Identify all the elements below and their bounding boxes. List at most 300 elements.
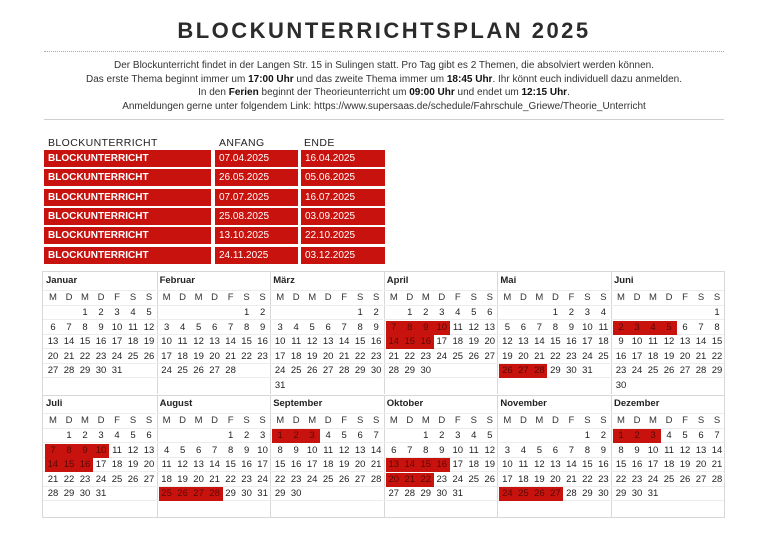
day-cell: 25 bbox=[468, 473, 480, 485]
weekday-header: F bbox=[682, 415, 688, 426]
day-cell: 17 bbox=[95, 459, 107, 470]
day-cell-highlighted: 28 bbox=[531, 364, 547, 378]
weekday-header: S bbox=[373, 415, 380, 426]
day-cell: 29 bbox=[420, 488, 432, 499]
day-cell: 29 bbox=[63, 488, 75, 499]
day-cell: 17 bbox=[502, 473, 513, 485]
weekday-header: D bbox=[438, 292, 446, 303]
day-cell: 29 bbox=[404, 365, 416, 376]
day-cell-highlighted: 28 bbox=[207, 487, 223, 501]
day-cell: 23 bbox=[257, 350, 268, 362]
day-cell: 6 bbox=[195, 444, 202, 456]
day-cell: 17 bbox=[111, 336, 123, 347]
day-cell: 18 bbox=[647, 350, 659, 362]
block-name-cell: BLOCKUNTERRICHT bbox=[44, 189, 211, 206]
day-cell: 2 bbox=[439, 430, 445, 441]
weekday-header: M bbox=[503, 415, 512, 426]
month-august bbox=[157, 395, 270, 517]
month-name: Juni bbox=[614, 275, 634, 286]
day-cell-highlighted: 10 bbox=[93, 444, 109, 458]
weekday-header: M bbox=[389, 292, 398, 303]
weekday-header: M bbox=[194, 415, 203, 426]
day-cell: 24 bbox=[452, 473, 464, 485]
day-cell: 24 bbox=[631, 365, 643, 376]
day-cell: 4 bbox=[163, 444, 170, 456]
block-table-header-name: BLOCKUNTERRICHT bbox=[48, 137, 158, 149]
day-cell: 12 bbox=[679, 444, 691, 456]
day-cell: 25 bbox=[322, 473, 334, 485]
day-cell: 6 bbox=[487, 307, 493, 318]
day-cell: 30 bbox=[598, 488, 609, 499]
day-cell: 25 bbox=[290, 365, 302, 376]
day-cell: 12 bbox=[468, 321, 480, 333]
weekday-header: S bbox=[697, 292, 705, 303]
day-cell: 31 bbox=[257, 488, 268, 499]
weekday-header: S bbox=[713, 415, 721, 426]
day-cell: 14 bbox=[338, 336, 350, 347]
day-cell: 15 bbox=[241, 336, 252, 347]
day-cell: 12 bbox=[338, 444, 350, 456]
day-cell: 21 bbox=[534, 350, 545, 362]
weekday-header: M bbox=[276, 415, 285, 426]
block-name-cell: BLOCKUNTERRICHT bbox=[44, 150, 211, 167]
block-end-cell: 03.09.2025 bbox=[301, 208, 385, 225]
day-cell: 14 bbox=[63, 336, 75, 347]
day-cell-highlighted: 8 bbox=[61, 444, 77, 458]
day-cell: 19 bbox=[127, 459, 139, 470]
day-cell: 27 bbox=[695, 473, 707, 485]
day-cell: 11 bbox=[664, 444, 674, 456]
weekday-header: S bbox=[470, 292, 477, 303]
day-cell: 19 bbox=[679, 459, 691, 470]
weekday-header: S bbox=[357, 415, 364, 426]
day-cell-highlighted: 2 bbox=[629, 429, 645, 443]
day-cell-highlighted: 26 bbox=[499, 364, 515, 378]
day-cell: 28 bbox=[388, 365, 400, 376]
month-märz bbox=[270, 272, 383, 394]
weekday-header: M bbox=[535, 292, 544, 303]
day-cell: 18 bbox=[161, 473, 172, 485]
day-cell: 13 bbox=[679, 336, 691, 347]
day-cell: 17 bbox=[257, 459, 268, 470]
month-name: Dezember bbox=[614, 398, 660, 409]
block-table-header-start: ANFANG bbox=[219, 137, 265, 149]
day-cell: 28 bbox=[225, 365, 236, 376]
day-cell-highlighted: 22 bbox=[418, 473, 434, 487]
day-cell: 3 bbox=[455, 430, 461, 441]
day-cell: 18 bbox=[177, 350, 188, 362]
day-cell: 27 bbox=[47, 365, 59, 376]
day-cell-highlighted: 21 bbox=[402, 473, 418, 487]
day-cell: 3 bbox=[439, 307, 445, 318]
day-cell: 27 bbox=[484, 350, 496, 362]
weekday-header: M bbox=[389, 415, 398, 426]
day-cell: 24 bbox=[95, 473, 107, 485]
day-cell: 19 bbox=[338, 459, 350, 470]
day-cell: 12 bbox=[177, 459, 188, 470]
day-cell-highlighted: 9 bbox=[77, 444, 93, 458]
block-end-cell: 05.06.2025 bbox=[301, 169, 385, 186]
day-cell-highlighted: 9 bbox=[418, 321, 434, 335]
day-cell: 29 bbox=[274, 488, 286, 499]
weekday-header: M bbox=[49, 292, 57, 303]
day-cell-highlighted: 2 bbox=[613, 321, 629, 335]
month-september bbox=[270, 395, 383, 517]
day-cell: 5 bbox=[146, 307, 152, 318]
day-cell: 18 bbox=[127, 336, 139, 347]
intro-divider bbox=[44, 119, 724, 120]
day-cell: 14 bbox=[695, 336, 707, 347]
day-cell: 23 bbox=[631, 473, 643, 485]
month-name: März bbox=[273, 275, 295, 286]
day-cell: 1 bbox=[66, 430, 72, 441]
day-cell: 26 bbox=[127, 473, 139, 485]
day-cell: 23 bbox=[79, 473, 91, 485]
weekday-header: S bbox=[259, 292, 266, 303]
weekday-header: S bbox=[373, 292, 380, 303]
day-cell: 2 bbox=[568, 307, 575, 318]
day-cell: 6 bbox=[50, 321, 56, 333]
day-cell-highlighted: 5 bbox=[661, 321, 677, 335]
day-cell-highlighted: 15 bbox=[418, 458, 434, 472]
weekday-header: M bbox=[81, 292, 89, 303]
day-cell: 9 bbox=[293, 444, 299, 456]
day-cell: 7 bbox=[536, 321, 543, 333]
day-cell: 30 bbox=[436, 488, 448, 499]
weekday-header: S bbox=[145, 292, 153, 303]
day-cell: 7 bbox=[373, 430, 379, 441]
weekday-header: S bbox=[600, 415, 607, 426]
day-cell: 24 bbox=[257, 473, 268, 485]
day-cell: 4 bbox=[520, 444, 527, 456]
month-november bbox=[497, 395, 610, 517]
day-cell: 31 bbox=[95, 488, 107, 499]
weekday-header: S bbox=[357, 292, 364, 303]
day-cell: 19 bbox=[663, 350, 675, 362]
day-cell-highlighted: 25 bbox=[159, 487, 175, 501]
day-cell: 5 bbox=[179, 444, 186, 456]
day-cell: 25 bbox=[598, 350, 609, 362]
day-cell: 14 bbox=[225, 336, 236, 347]
day-cell: 29 bbox=[582, 488, 593, 499]
block-name-cell: BLOCKUNTERRICHT bbox=[44, 169, 211, 186]
day-cell-highlighted: 16 bbox=[77, 458, 93, 472]
day-cell: 23 bbox=[436, 473, 448, 485]
day-cell: 18 bbox=[452, 336, 464, 347]
day-cell: 25 bbox=[452, 350, 464, 362]
day-cell: 13 bbox=[518, 336, 529, 347]
day-cell: 12 bbox=[306, 336, 318, 347]
day-cell: 15 bbox=[615, 459, 627, 470]
day-cell: 28 bbox=[47, 488, 59, 499]
day-cell: 21 bbox=[711, 459, 723, 470]
day-cell: 6 bbox=[520, 321, 527, 333]
weekday-header: D bbox=[292, 415, 300, 426]
day-cell: 25 bbox=[647, 365, 659, 376]
day-cell: 15 bbox=[550, 336, 561, 347]
day-cell: 7 bbox=[698, 321, 704, 333]
day-cell: 1 bbox=[357, 307, 363, 318]
day-cell: 9 bbox=[373, 321, 379, 333]
day-cell: 22 bbox=[225, 473, 236, 485]
block-start-cell: 07.07.2025 bbox=[215, 189, 298, 206]
day-cell-highlighted: 3 bbox=[304, 429, 320, 443]
day-cell: 4 bbox=[179, 321, 186, 333]
day-cell: 21 bbox=[370, 459, 382, 470]
day-cell: 12 bbox=[143, 321, 155, 333]
day-cell: 17 bbox=[161, 350, 172, 362]
weekday-header: M bbox=[421, 415, 430, 426]
day-cell: 23 bbox=[290, 473, 302, 485]
day-cell: 22 bbox=[79, 350, 91, 362]
day-cell: 21 bbox=[47, 473, 59, 485]
day-cell: 15 bbox=[79, 336, 91, 347]
block-start-cell: 07.04.2025 bbox=[215, 150, 298, 167]
day-cell: 16 bbox=[615, 350, 627, 362]
day-cell: 18 bbox=[322, 459, 334, 470]
day-cell-highlighted: 20 bbox=[386, 473, 402, 487]
day-cell: 9 bbox=[634, 444, 640, 456]
weekday-header: M bbox=[308, 292, 317, 303]
day-cell: 4 bbox=[293, 321, 299, 333]
day-cell: 30 bbox=[420, 365, 432, 376]
day-cell: 15 bbox=[582, 459, 593, 470]
day-cell: 27 bbox=[354, 473, 366, 485]
day-cell: 10 bbox=[306, 444, 318, 456]
day-cell: 26 bbox=[663, 365, 675, 376]
day-cell: 15 bbox=[711, 336, 723, 347]
day-cell: 9 bbox=[259, 321, 266, 333]
day-cell: 2 bbox=[600, 430, 607, 441]
day-cell: 23 bbox=[566, 350, 577, 362]
month-name: April bbox=[386, 275, 409, 286]
day-cell: 16 bbox=[95, 336, 107, 347]
day-cell: 23 bbox=[241, 473, 252, 485]
weekday-header: M bbox=[194, 292, 203, 303]
day-cell: 18 bbox=[468, 459, 480, 470]
day-cell: 21 bbox=[388, 350, 400, 362]
day-cell: 29 bbox=[354, 365, 366, 376]
day-cell-highlighted: 14 bbox=[45, 458, 61, 472]
day-cell: 17 bbox=[631, 350, 643, 362]
weekday-header: D bbox=[665, 415, 673, 426]
day-cell: 29 bbox=[79, 365, 91, 376]
weekday-header: D bbox=[179, 292, 187, 303]
day-cell: 13 bbox=[193, 459, 204, 470]
month-mai bbox=[497, 272, 610, 394]
day-cell: 27 bbox=[143, 473, 155, 485]
weekday-header: D bbox=[97, 415, 105, 426]
weekday-header: D bbox=[65, 292, 73, 303]
day-cell: 22 bbox=[354, 350, 366, 362]
day-cell: 30 bbox=[241, 488, 252, 499]
day-cell: 20 bbox=[193, 473, 204, 485]
day-cell: 21 bbox=[338, 350, 350, 362]
day-cell: 6 bbox=[211, 321, 218, 333]
day-cell: 16 bbox=[598, 459, 609, 470]
month-januar bbox=[43, 272, 156, 394]
day-cell: 26 bbox=[484, 473, 496, 485]
weekday-header: S bbox=[129, 415, 137, 426]
day-cell: 30 bbox=[79, 488, 91, 499]
month-name: Januar bbox=[46, 275, 78, 286]
day-cell: 28 bbox=[370, 473, 382, 485]
day-cell: 6 bbox=[357, 430, 363, 441]
day-cell-highlighted: 26 bbox=[175, 487, 191, 501]
day-cell: 9 bbox=[243, 444, 250, 456]
day-cell: 13 bbox=[47, 336, 59, 347]
day-cell: 3 bbox=[584, 307, 591, 318]
weekday-header: M bbox=[649, 415, 657, 426]
weekday-header: S bbox=[713, 292, 721, 303]
day-cell-highlighted: 4 bbox=[645, 321, 661, 335]
day-cell: 15 bbox=[354, 336, 366, 347]
day-cell: 1 bbox=[714, 307, 720, 318]
day-cell: 10 bbox=[111, 321, 123, 333]
day-cell: 23 bbox=[370, 350, 382, 362]
day-cell: 16 bbox=[257, 336, 268, 347]
weekday-header: F bbox=[682, 292, 688, 303]
day-cell: 12 bbox=[502, 336, 513, 347]
day-cell: 18 bbox=[598, 336, 609, 347]
weekday-header: M bbox=[617, 415, 625, 426]
day-cell-highlighted: 7 bbox=[45, 444, 61, 458]
day-cell: 13 bbox=[695, 444, 707, 456]
day-cell: 23 bbox=[420, 350, 432, 362]
intro-line-2: Das erste Thema beginnt immer um 17:00 Uhr und das zweite Thema immer um 18:45 Uhr. Ihr könnt euch individuell dazu anmelden. bbox=[85, 73, 683, 85]
day-cell: 22 bbox=[615, 473, 627, 485]
day-cell: 29 bbox=[615, 488, 627, 499]
weekday-header: M bbox=[81, 415, 89, 426]
day-cell: 14 bbox=[370, 444, 382, 456]
day-cell: 26 bbox=[306, 365, 318, 376]
day-cell: 19 bbox=[193, 350, 204, 362]
day-cell: 20 bbox=[679, 350, 691, 362]
day-cell-highlighted: 1 bbox=[272, 429, 288, 443]
day-cell: 7 bbox=[227, 321, 234, 333]
day-cell: 11 bbox=[598, 321, 609, 333]
weekday-header: D bbox=[633, 292, 641, 303]
weekday-header: F bbox=[227, 415, 234, 426]
month-juni bbox=[611, 272, 724, 394]
day-cell: 8 bbox=[227, 444, 234, 456]
weekday-header: F bbox=[341, 292, 348, 303]
day-cell: 16 bbox=[631, 459, 643, 470]
day-cell: 2 bbox=[373, 307, 379, 318]
month-name: August bbox=[159, 398, 193, 409]
day-cell: 21 bbox=[566, 473, 577, 485]
weekday-header: M bbox=[421, 292, 430, 303]
day-cell: 1 bbox=[584, 430, 591, 441]
day-cell: 5 bbox=[536, 444, 543, 456]
weekday-header: D bbox=[551, 415, 559, 426]
weekday-header: M bbox=[162, 415, 171, 426]
weekday-header: M bbox=[162, 292, 171, 303]
day-cell: 10 bbox=[582, 321, 593, 333]
day-cell: 30 bbox=[566, 365, 577, 376]
day-cell: 13 bbox=[322, 336, 334, 347]
day-cell: 31 bbox=[452, 488, 464, 499]
day-cell: 17 bbox=[647, 459, 659, 470]
day-cell: 25 bbox=[663, 473, 675, 485]
day-cell: 31 bbox=[274, 379, 286, 391]
weekday-header: D bbox=[97, 292, 105, 303]
day-cell: 8 bbox=[82, 321, 88, 333]
day-cell: 3 bbox=[163, 321, 170, 333]
day-cell: 9 bbox=[568, 321, 575, 333]
day-cell-highlighted: 27 bbox=[191, 487, 207, 501]
day-cell: 6 bbox=[146, 430, 152, 441]
day-cell: 20 bbox=[322, 350, 334, 362]
weekday-header: D bbox=[65, 415, 73, 426]
day-cell: 10 bbox=[647, 444, 659, 456]
day-cell: 12 bbox=[663, 336, 675, 347]
day-cell-highlighted: 27 bbox=[547, 487, 563, 501]
day-cell: 4 bbox=[130, 307, 136, 318]
day-cell: 27 bbox=[388, 488, 400, 499]
weekday-header: M bbox=[276, 292, 285, 303]
day-cell: 10 bbox=[274, 336, 286, 347]
day-cell: 19 bbox=[143, 336, 155, 347]
day-cell: 14 bbox=[711, 444, 723, 456]
day-cell: 17 bbox=[582, 336, 593, 347]
day-cell: 17 bbox=[274, 350, 286, 362]
day-cell: 1 bbox=[407, 307, 413, 318]
day-cell: 9 bbox=[618, 336, 624, 347]
weekday-header: S bbox=[584, 415, 591, 426]
day-cell: 31 bbox=[647, 488, 659, 499]
day-cell: 11 bbox=[291, 336, 302, 347]
day-cell: 24 bbox=[274, 365, 286, 376]
day-cell: 14 bbox=[566, 459, 577, 470]
weekday-header: D bbox=[665, 292, 673, 303]
weekday-header: M bbox=[308, 415, 317, 426]
day-cell: 20 bbox=[518, 350, 529, 362]
day-cell: 30 bbox=[631, 488, 643, 499]
intro-text bbox=[44, 59, 724, 113]
block-name-cell: BLOCKUNTERRICHT bbox=[44, 247, 211, 264]
day-cell: 26 bbox=[468, 350, 480, 362]
day-cell: 29 bbox=[225, 488, 236, 499]
day-cell-highlighted: 25 bbox=[515, 487, 531, 501]
weekday-header: D bbox=[292, 292, 300, 303]
block-table-header-end: ENDE bbox=[304, 137, 335, 149]
day-cell-highlighted: 24 bbox=[499, 487, 515, 501]
day-cell: 1 bbox=[243, 307, 250, 318]
day-cell: 19 bbox=[534, 473, 545, 485]
day-cell: 11 bbox=[518, 459, 529, 470]
day-cell-highlighted: 15 bbox=[402, 335, 418, 349]
day-cell: 15 bbox=[274, 459, 286, 470]
weekday-header: D bbox=[324, 292, 332, 303]
day-cell: 7 bbox=[714, 430, 720, 441]
weekday-header: S bbox=[470, 415, 477, 426]
day-cell: 5 bbox=[130, 430, 136, 441]
weekday-header: M bbox=[503, 292, 512, 303]
weekday-header: F bbox=[227, 292, 234, 303]
day-cell-highlighted: 14 bbox=[386, 335, 402, 349]
day-cell: 18 bbox=[111, 459, 123, 470]
day-cell: 21 bbox=[225, 350, 236, 362]
day-cell-highlighted: 8 bbox=[402, 321, 418, 335]
month-name: Oktober bbox=[386, 398, 424, 409]
day-cell: 15 bbox=[225, 459, 236, 470]
weekday-header: D bbox=[438, 415, 446, 426]
month-juli bbox=[43, 395, 156, 517]
day-cell: 30 bbox=[95, 365, 107, 376]
day-cell: 6 bbox=[682, 321, 688, 333]
weekday-header: F bbox=[568, 415, 575, 426]
